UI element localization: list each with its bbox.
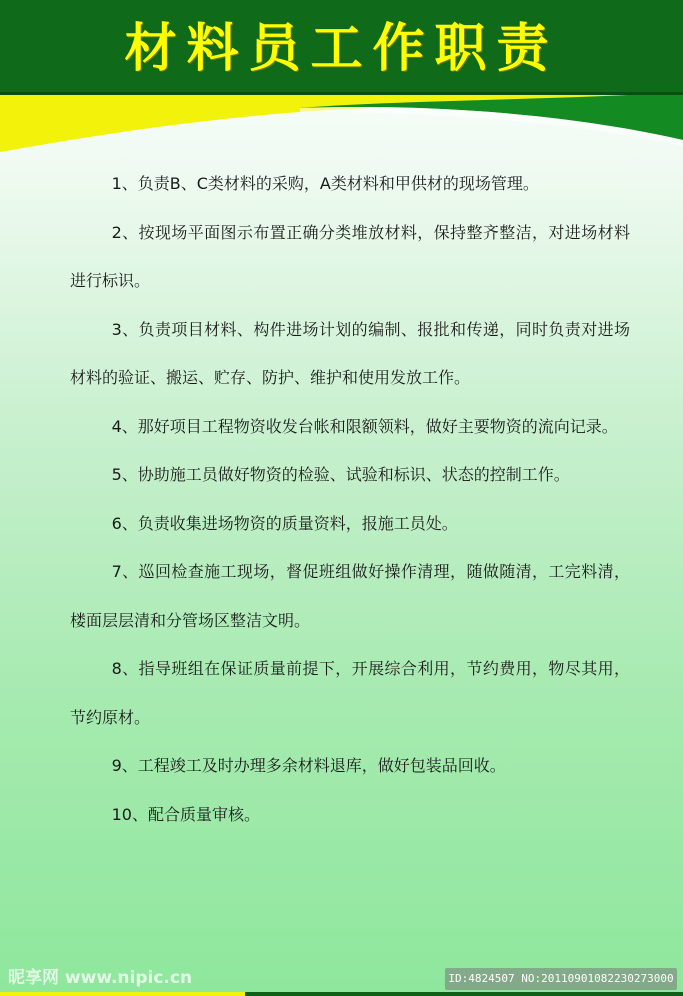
duty-item-2: 2、按现场平面图示布置正确分类堆放材料，保持整齐整洁，对进场材料进行标识。 xyxy=(70,222,630,290)
duty-item-3: 3、负责项目材料、构件进场计划的编制、报批和传递，同时负责对进场材料的验证、搬运、贮存、防护、维护和使用发放工作。 xyxy=(70,319,630,387)
site-watermark-logo xyxy=(8,964,218,988)
duty-item-8: 8、指导班组在保证质量前提下，开展综合利用，节约费用，物尽其用，节约原材。 xyxy=(70,659,630,727)
duty-item-5: 5、协助施工员做好物资的检验、试验和标识、状态的控制工作。 xyxy=(111,465,570,484)
bottom-stripe-yellow xyxy=(0,992,245,996)
duty-item-7: 7、巡回检查施工现场，督促班组做好操作清理，随做随清，工完料清，楼面层层清和分管场区整洁文明。 xyxy=(70,562,630,630)
duty-item-10: 10、配合质量审核。 xyxy=(111,804,260,824)
duty-list xyxy=(70,160,630,839)
site-watermark-text: 昵享网 www.nipic.cn xyxy=(8,968,193,988)
image-id-watermark: ID:4824507 NO:20110901082230273000 xyxy=(445,968,677,990)
bottom-stripe-green xyxy=(245,992,683,996)
page-title: 材料员工作职责 xyxy=(124,19,559,79)
duty-item-1: 1、负责B、C类材料的采购，A类材料和甲供材的现场管理。 xyxy=(111,174,539,193)
duty-item-9: 9、工程竣工及时办理多余材料退库，做好包装品回收。 xyxy=(111,756,506,775)
duty-item-6: 6、负责收集进场物资的质量资料，报施工员处。 xyxy=(111,513,458,533)
duty-item-4: 4、那好项目工程物资收发台帐和限额领料，做好主要物资的流向记录。 xyxy=(111,416,618,436)
